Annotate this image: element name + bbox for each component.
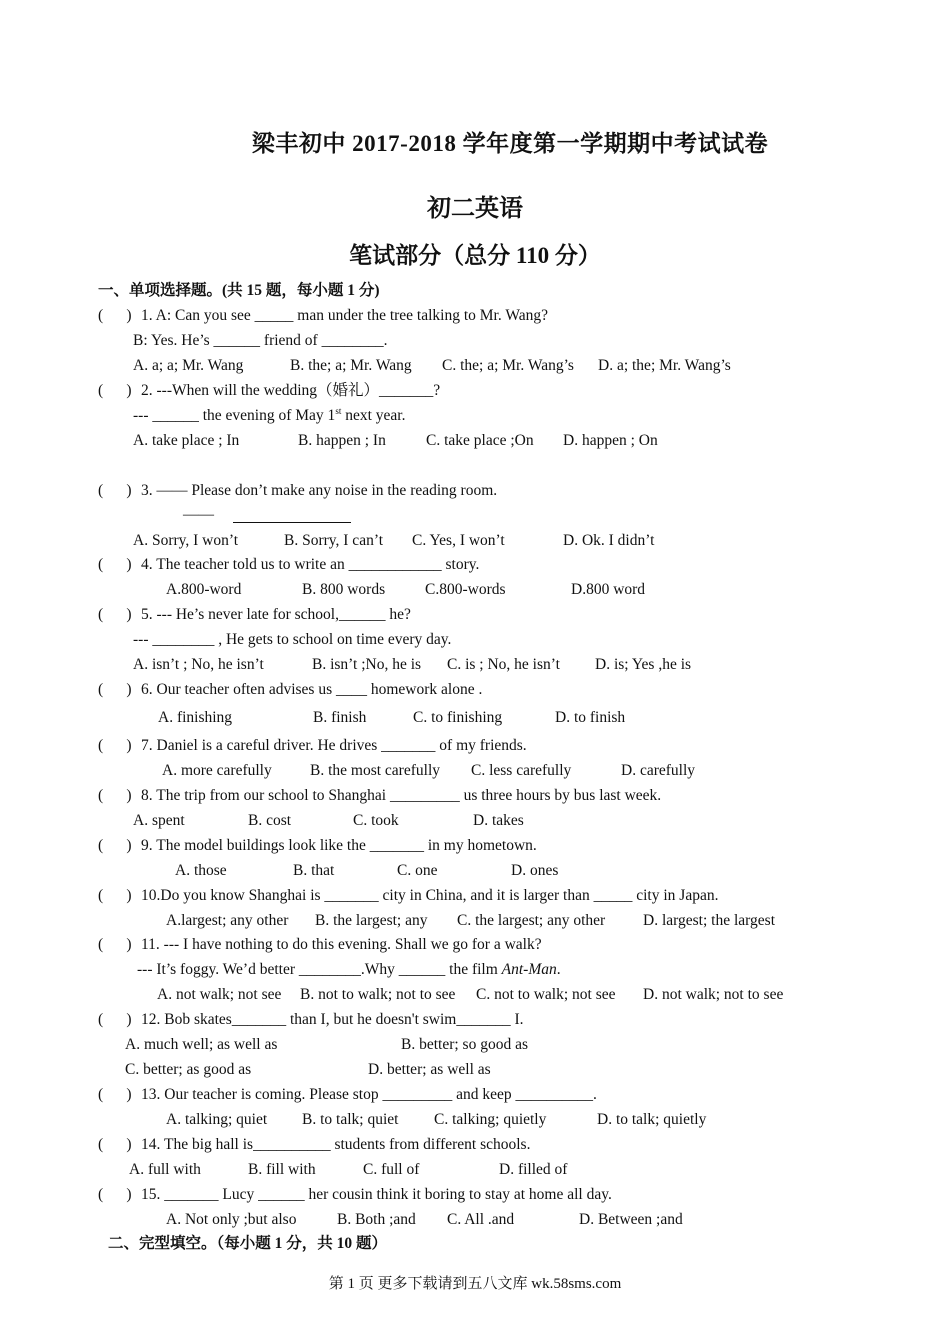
q2-option-d: D. happen ; On bbox=[563, 432, 658, 449]
q7-option-a: A. more carefully bbox=[162, 762, 272, 779]
q6-option-c: C. to finishing bbox=[413, 709, 503, 726]
q15-option-b: B. Both ;and bbox=[337, 1211, 416, 1228]
q5-option-c: C. is ; No, he isn’t bbox=[447, 656, 560, 673]
q13-stem: 13. Our teacher is coming. Please stop _________ and keep __________. bbox=[141, 1086, 597, 1103]
q8-option-b: B. cost bbox=[248, 812, 292, 829]
q2-stem: 2. ---When will the wedding（婚礼）_______? bbox=[141, 382, 441, 399]
q11-line2: --- It’s foggy. We’d better ________.Why ______ the film Ant-Man. bbox=[137, 961, 561, 978]
section1-heading: 一、单项选择题。(共 15 题，每小题 1 分) bbox=[98, 282, 380, 299]
answer-paren: ( ) bbox=[98, 681, 132, 698]
q14-option-c: C. full of bbox=[363, 1161, 420, 1178]
q5-option-a: A. isn’t ; No, he isn’t bbox=[133, 656, 264, 673]
q4-option-b: B. 800 words bbox=[302, 581, 386, 598]
q8-option-d: D. takes bbox=[473, 812, 524, 829]
q7-option-b: B. the most carefully bbox=[310, 762, 440, 779]
q14-stem: 14. The big hall is__________ students from different schools. bbox=[141, 1136, 531, 1153]
answer-paren: ( ) bbox=[98, 887, 132, 904]
q5-option-d: D. is; Yes ,he is bbox=[595, 656, 692, 673]
q1-option-c: C. the; a; Mr. Wang’s bbox=[442, 357, 574, 374]
q13-option-d: D. to talk; quietly bbox=[597, 1111, 707, 1128]
q3-answer-blank bbox=[233, 522, 351, 523]
q3-option-b: B. Sorry, I can’t bbox=[284, 532, 384, 549]
q10-option-b: B. the largest; any bbox=[315, 912, 428, 929]
q6-option-d: D. to finish bbox=[555, 709, 626, 726]
q9-option-a: A. those bbox=[175, 862, 227, 879]
q9-stem: 9. The model buildings look like the _______ in my hometown. bbox=[141, 837, 537, 854]
q11-option-c: C. not to walk; not see bbox=[476, 986, 616, 1003]
q7-option-d: D. carefully bbox=[621, 762, 696, 779]
answer-paren: ( ) bbox=[98, 382, 132, 399]
q10-stem: 10.Do you know Shanghai is _______ city in China, and it is larger than _____ city in Japan. bbox=[141, 887, 719, 904]
q9-option-c: C. one bbox=[397, 862, 438, 879]
q3-line2: —— bbox=[183, 506, 214, 523]
q12-option-a: A. much well; as well as bbox=[125, 1036, 278, 1053]
q12-stem: 12. Bob skates_______ than I, but he doesn't swim_______ I. bbox=[141, 1011, 524, 1028]
q2-option-c: C. take place ;On bbox=[426, 432, 534, 449]
q9-option-d: D. ones bbox=[511, 862, 559, 879]
q4-option-a: A.800-word bbox=[166, 581, 242, 598]
q2-line2: --- ______ the evening of May 1st next year. bbox=[133, 405, 406, 424]
q1-option-d: D. a; the; Mr. Wang’s bbox=[598, 357, 731, 374]
q4-option-c: C.800-words bbox=[425, 581, 506, 598]
q6-option-a: A. finishing bbox=[158, 709, 233, 726]
q10-option-a: A.largest; any other bbox=[166, 912, 289, 929]
part-title: 笔试部分（总分 110 分） bbox=[349, 243, 601, 268]
q8-stem: 8. The trip from our school to Shanghai _________ us three hours by bus last week. bbox=[141, 787, 662, 804]
q2-option-b: B. happen ; In bbox=[298, 432, 386, 449]
q11-stem: 11. --- I have nothing to do this evening. Shall we go for a walk? bbox=[141, 936, 542, 953]
exam-title: 梁丰初中 2017-2018 学年度第一学期期中考试试卷 bbox=[251, 131, 769, 156]
answer-paren: ( ) bbox=[98, 1086, 132, 1103]
q8-option-a: A. spent bbox=[133, 812, 185, 829]
q4-stem: 4. The teacher told us to write an ____________ story. bbox=[141, 556, 480, 573]
q14-option-b: B. fill with bbox=[248, 1161, 316, 1178]
q3-stem: 3. —— Please don’t make any noise in the reading room. bbox=[141, 482, 498, 499]
answer-paren: ( ) bbox=[98, 307, 132, 324]
q2-option-a: A. take place ; In bbox=[133, 432, 240, 449]
q11-option-b: B. not to walk; not to see bbox=[300, 986, 456, 1003]
answer-paren: ( ) bbox=[98, 482, 132, 499]
q15-stem: 15. _______ Lucy ______ her cousin think it boring to stay at home all day. bbox=[141, 1186, 612, 1203]
q3-option-c: C. Yes, I won’t bbox=[412, 532, 505, 549]
subject-title: 初二英语 bbox=[427, 196, 523, 222]
q13-option-c: C. talking; quietly bbox=[434, 1111, 547, 1128]
q7-stem: 7. Daniel is a careful driver. He drives _______ of my friends. bbox=[141, 737, 527, 754]
q5-stem: 5. --- He’s never late for school,______ he? bbox=[141, 606, 411, 623]
q14-option-d: D. filled of bbox=[499, 1161, 568, 1178]
q14-option-a: A. full with bbox=[129, 1161, 201, 1178]
q6-option-b: B. finish bbox=[313, 709, 367, 726]
q5-line2: --- ________ , He gets to school on time every day. bbox=[133, 631, 452, 648]
q6-stem: 6. Our teacher often advises us ____ homework alone . bbox=[141, 681, 483, 698]
answer-paren: ( ) bbox=[98, 1136, 132, 1153]
answer-paren: ( ) bbox=[98, 936, 132, 953]
answer-paren: ( ) bbox=[98, 606, 132, 623]
q8-option-c: C. took bbox=[353, 812, 399, 829]
answer-paren: ( ) bbox=[98, 1186, 132, 1203]
q4-option-d: D.800 word bbox=[571, 581, 646, 598]
q13-option-a: A. talking; quiet bbox=[166, 1111, 268, 1128]
answer-paren: ( ) bbox=[98, 737, 132, 754]
q9-option-b: B. that bbox=[293, 862, 335, 879]
q12-option-b: B. better; so good as bbox=[401, 1036, 528, 1053]
answer-paren: ( ) bbox=[98, 1011, 132, 1028]
q10-option-c: C. the largest; any other bbox=[457, 912, 606, 929]
q1-option-b: B. the; a; Mr. Wang bbox=[290, 357, 412, 374]
q3-option-d: D. Ok. I didn’t bbox=[563, 532, 655, 549]
section2-heading: 二、完型填空。（每小题 1 分，共 10 题） bbox=[108, 1235, 388, 1252]
q13-option-b: B. to talk; quiet bbox=[302, 1111, 399, 1128]
q12-option-d: D. better; as well as bbox=[368, 1061, 491, 1078]
q11-option-d: D. not walk; not to see bbox=[643, 986, 784, 1003]
answer-paren: ( ) bbox=[98, 837, 132, 854]
q10-option-d: D. largest; the largest bbox=[643, 912, 776, 929]
q15-option-d: D. Between ;and bbox=[579, 1211, 683, 1228]
q12-option-c: C. better; as good as bbox=[125, 1061, 252, 1078]
q7-option-c: C. less carefully bbox=[471, 762, 572, 779]
q11-option-a: A. not walk; not see bbox=[157, 986, 282, 1003]
q15-option-a: A. Not only ;but also bbox=[166, 1211, 297, 1228]
q3-option-a: A. Sorry, I won’t bbox=[133, 532, 239, 549]
q1-line2: B: Yes. He’s ______ friend of ________. bbox=[133, 332, 388, 349]
q15-option-c: C. All .and bbox=[447, 1211, 515, 1228]
page-footer: 第 1 页 更多下载请到五八文库 wk.58sms.com bbox=[328, 1276, 622, 1292]
answer-paren: ( ) bbox=[98, 787, 132, 804]
q1-stem: 1. A: Can you see _____ man under the tree talking to Mr. Wang? bbox=[141, 307, 548, 324]
q1-option-a: A. a; a; Mr. Wang bbox=[133, 357, 244, 374]
q5-option-b: B. isn’t ;No, he is bbox=[312, 656, 422, 673]
answer-paren: ( ) bbox=[98, 556, 132, 573]
